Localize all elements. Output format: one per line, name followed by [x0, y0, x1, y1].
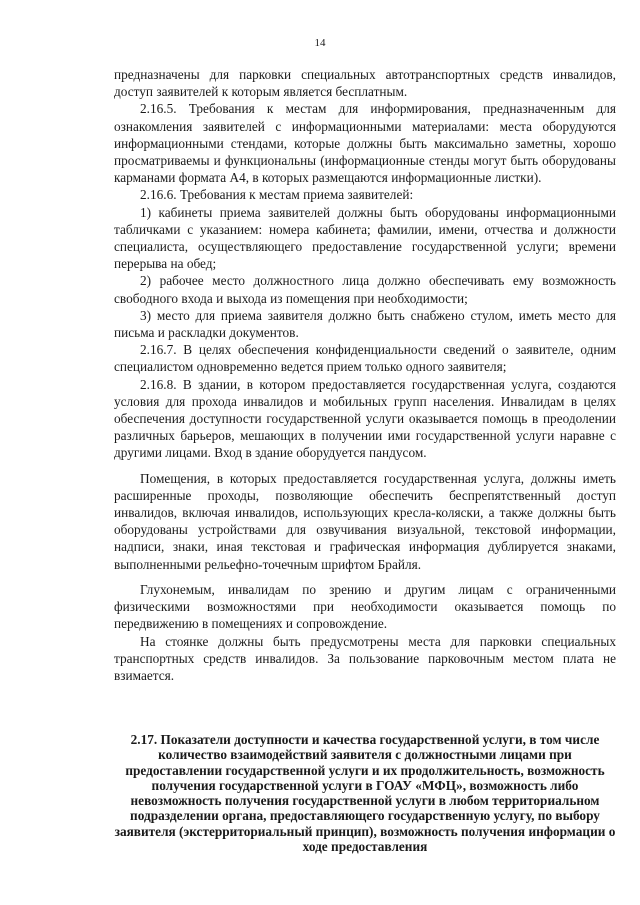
section-heading-2-17: 2.17. Показатели доступности и качества государственной услуги, в том числе количество взаимодействий заявителя с должностными лицами при предоставлении государственной услуги и их продолжительность, возможность получения государственной услуги в ГОАУ «МФЦ», возможность либо невозможность получения государственной услуги в любом территориальном подразделении органа, предоставляющего государственную услугу, по выбору заявителя (экстерриториальный принцип), возможность получения информации о ходе предоставления: [114, 732, 616, 855]
paragraph-2-16-8: 2.16.8. В здании, в котором предоставляется государственная услуга, создаются условия для прохода инвалидов и мобильных групп населения. Инвалидам в целях обеспечения доступности государственной услуги оказывается помощь в преодолении различных барьеров, мешающих в получении ими государственной услуги наравне с другими лицами. Вход в здание оборудуется пандусом.: [114, 376, 616, 461]
paragraph-2-16-7: 2.16.7. В целях обеспечения конфиденциальности сведений о заявителе, одним специалистом одновременно ведется прием только одного заявителя;: [114, 342, 616, 375]
body-text: [114, 66, 616, 684]
paragraph-parking: На стоянке должны быть предусмотрены места для парковки специальных транспортных средств инвалидов. За пользование парковочным местом плата не взимается.: [114, 633, 616, 683]
list-item-2: 2) рабочее место должностного лица должно обеспечивать ему возможность свободного входа и выхода из помещения при необходимости;: [114, 273, 616, 306]
paragraph-premises: Помещения, в которых предоставляется государственная услуга, должны иметь расширенные проходы, позволяющие обеспечить беспрепятственный доступ инвалидов, включая инвалидов, использующих кресла-коляски, а также должны быть оборудованы устройствами для озвучивания визуальной, текстовой информации, надписи, знаки, иная текстовая и графическая информация дублируется знаками, выполненными рельефно-точечным шрифтом Брайля.: [114, 470, 616, 572]
page-number: 14: [314, 37, 326, 49]
paragraph-2-16-6: 2.16.6. Требования к местам приема заявителей:: [140, 187, 414, 203]
paragraph-continuation: предназначены для парковки специальных автотранспортных средств инвалидов, доступ заявителей к которым является бесплатным.: [114, 67, 616, 100]
list-item-3: 3) место для приема заявителя должно быть снабжено стулом, иметь место для письма и раскладки документов.: [114, 307, 616, 341]
paragraph-assistance: Глухонемым, инвалидам по зрению и другим лицам с ограниченными физическими возможностями при необходимости оказывается помощь по передвижению в помещениях и сопровождение.: [114, 581, 616, 632]
list-item-1: 1) кабинеты приема заявителей должны быть оборудованы информационными табличками с указанием: номера кабинета; фамилии, имени, отчества и должности специалиста, осуществляющего предоставление государственной услуги; времени перерыва на обед;: [114, 204, 616, 272]
paragraph-2-16-5: 2.16.5. Требования к местам для информирования, предназначенным для ознакомления заявителей с информационными материалами: места оборудуются информационными стендами, которые должны быть максимально заметны, хорошо просматриваемы и функциональны (информационные стенды могут быть оборудованы карманами формата А4, в которых размещаются информационные листки).: [114, 101, 616, 186]
